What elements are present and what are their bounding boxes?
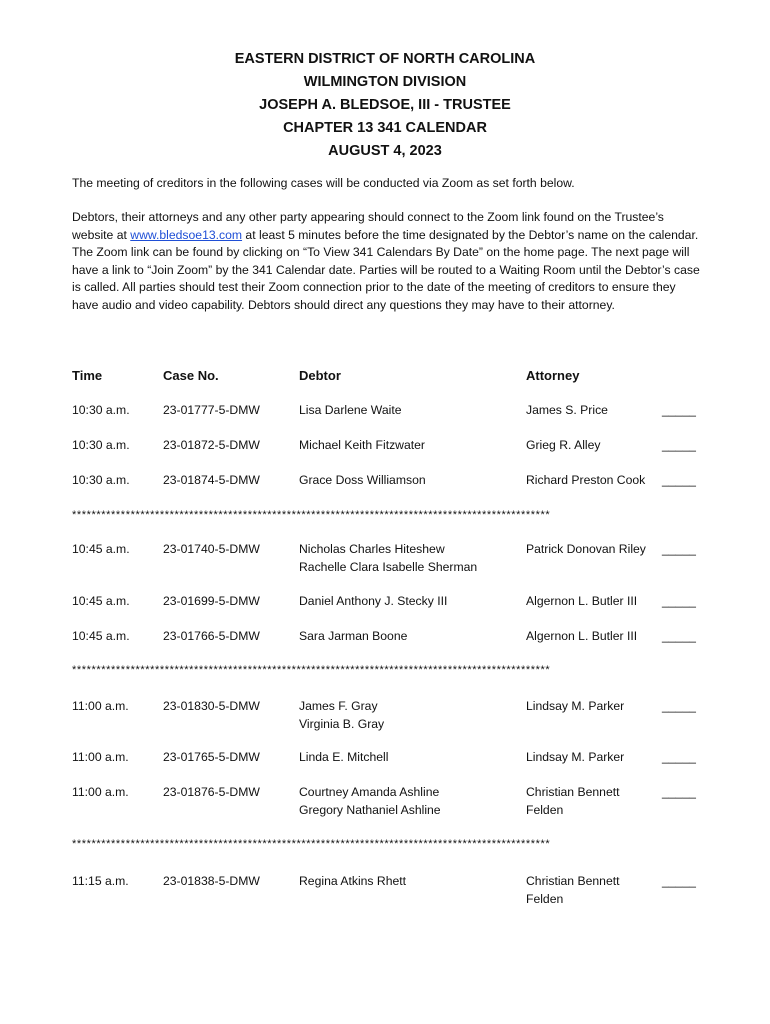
row-debtor: Linda E. Mitchell — [299, 750, 389, 764]
row-debtor: Lisa Darlene Waite — [299, 403, 402, 417]
row-attorney: Lindsay M. Parker — [526, 750, 625, 764]
row-case-number: 23-01766-5-DMW — [163, 629, 260, 643]
row-time: 10:45 a.m. — [72, 629, 130, 643]
row-signature-line: _____ — [662, 594, 696, 608]
row-case-number: 23-01765-5-DMW — [163, 750, 260, 764]
row-case-number: 23-01699-5-DMW — [163, 594, 260, 608]
row-signature-line: _____ — [662, 874, 696, 888]
instructions-text-before: Debtors, their attorneys and any other party appearing should connect to the Zoom link found on the Trustee’s website at — [72, 210, 664, 242]
intro-paragraph: The meeting of creditors in the following cases will be conducted via Zoom as set forth below. — [72, 176, 575, 190]
header-calendar: CHAPTER 13 341 CALENDAR — [283, 120, 487, 136]
row-attorney: Grieg R. Alley — [526, 438, 601, 452]
header-date: AUGUST 4, 2023 — [328, 143, 442, 159]
trustee-website-link[interactable]: www.bledsoe13.com — [130, 227, 243, 242]
row-debtor: James F. Gray Virginia B. Gray — [299, 699, 385, 731]
group-separator: ************************************************************************************************** — [72, 664, 551, 676]
row-time: 11:00 a.m. — [72, 750, 129, 764]
row-case-number: 23-01872-5-DMW — [163, 438, 260, 452]
row-time: 10:30 a.m. — [72, 438, 130, 452]
row-time: 10:45 a.m. — [72, 594, 130, 608]
column-header-case: Case No. — [163, 368, 219, 383]
instructions-text-after: at least 5 minutes before the time designated by the Debtor’s name on the calendar. The Zoom link can be found by clicking on “To View 341 Calendars By Date” on the home page. The next page will have a link to “Join Zoom” by the 341 Calendar date. Parties will be routed to a Waiting Room until the Debtor’s case is called. All parties should test their Zoom connection prior to the date of the meeting of creditors to ensure they have audio and video capability. Debtors should direct any questions they may have to their attorney. — [72, 227, 700, 312]
row-case-number: 23-01874-5-DMW — [163, 473, 260, 487]
row-time: 11:15 a.m. — [72, 874, 129, 888]
group-separator: ************************************************************************************************** — [72, 838, 551, 850]
row-debtor: Grace Doss Williamson — [299, 473, 426, 487]
row-time: 11:00 a.m. — [72, 699, 129, 713]
row-time: 11:00 a.m. — [72, 785, 129, 799]
row-attorney: Lindsay M. Parker — [526, 699, 625, 713]
column-header-time: Time — [72, 368, 103, 383]
row-time: 10:30 a.m. — [72, 473, 130, 487]
instructions-paragraph — [72, 209, 702, 315]
row-attorney: Algernon L. Butler III — [526, 629, 638, 643]
row-signature-line: _____ — [662, 542, 696, 556]
row-debtor: Daniel Anthony J. Stecky III — [299, 594, 448, 608]
row-attorney: James S. Price — [526, 403, 608, 417]
row-signature-line: _____ — [662, 699, 696, 713]
row-signature-line: _____ — [662, 403, 696, 417]
row-signature-line: _____ — [662, 785, 696, 799]
row-debtor: Michael Keith Fitzwater — [299, 438, 425, 452]
row-attorney: Algernon L. Butler III — [526, 594, 638, 608]
row-signature-line: _____ — [662, 750, 696, 764]
row-case-number: 23-01876-5-DMW — [163, 785, 260, 799]
row-signature-line: _____ — [662, 629, 696, 643]
row-time: 10:45 a.m. — [72, 542, 130, 556]
row-attorney: Patrick Donovan Riley — [526, 542, 646, 556]
row-debtor: Regina Atkins Rhett — [299, 874, 407, 888]
group-separator: ************************************************************************************************** — [72, 509, 551, 521]
row-case-number: 23-01777-5-DMW — [163, 403, 260, 417]
row-attorney: Christian Bennett Felden — [526, 874, 620, 906]
row-attorney: Christian Bennett Felden — [526, 785, 620, 817]
row-case-number: 23-01740-5-DMW — [163, 542, 260, 556]
header-division: WILMINGTON DIVISION — [303, 74, 467, 90]
row-case-number: 23-01838-5-DMW — [163, 874, 260, 888]
row-signature-line: _____ — [662, 473, 696, 487]
document-header — [0, 48, 770, 163]
row-debtor: Nicholas Charles Hiteshew Rachelle Clara Isabelle Sherman — [299, 542, 478, 574]
row-case-number: 23-01830-5-DMW — [163, 699, 260, 713]
column-header-debtor: Debtor — [299, 368, 341, 383]
column-header-attorney: Attorney — [526, 368, 580, 383]
row-debtor: Courtney Amanda Ashline Gregory Nathaniel Ashline — [299, 785, 441, 817]
row-debtor: Sara Jarman Boone — [299, 629, 408, 643]
header-trustee: JOSEPH A. BLEDSOE, III - TRUSTEE — [259, 97, 511, 113]
row-attorney: Richard Preston Cook — [526, 473, 646, 487]
row-signature-line: _____ — [662, 438, 696, 452]
header-district: EASTERN DISTRICT OF NORTH CAROLINA — [234, 51, 536, 67]
row-time: 10:30 a.m. — [72, 403, 130, 417]
